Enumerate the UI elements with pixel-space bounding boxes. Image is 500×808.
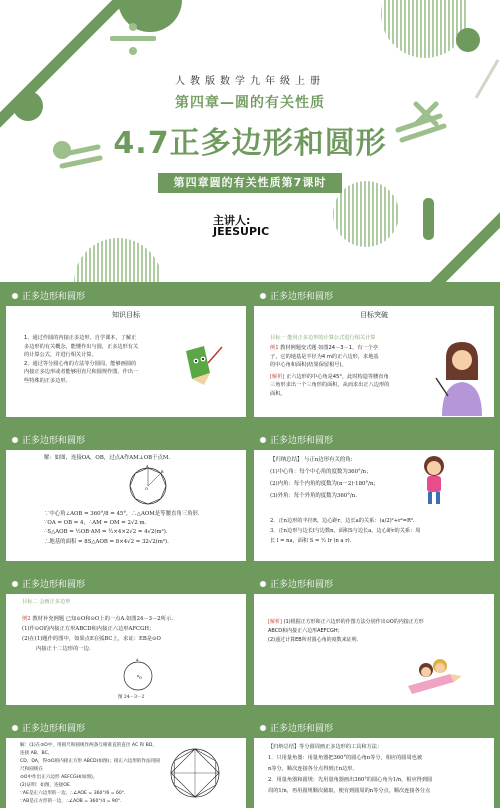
slide-method-summary[interactable]	[254, 718, 494, 808]
figure-caption: 图 24－3－2	[118, 695, 145, 700]
goal-line: 1、通过作圆的内接正多边形，自学课本，了解正	[24, 335, 137, 341]
striped-circle-top	[381, 0, 465, 60]
goal-line: 内接正多边形或者能够用直尺和圆规作图，作出一	[24, 369, 139, 376]
slide-header-title: 正多边形和圆形	[22, 580, 86, 590]
label-a: A	[146, 464, 149, 469]
label-b: B	[161, 470, 164, 474]
capsule-shape	[423, 198, 434, 240]
goal-line: 的计算公式，并进行相关计算。	[24, 352, 97, 359]
slide-solution-example[interactable]	[6, 430, 246, 565]
summary-title: 【归纳总结】 与正n边形有关的角:	[270, 457, 353, 463]
target-two: 目标二 会画正多边形	[22, 599, 71, 605]
summary-line: (2)内角：每个内角的度数为(n－2)·180°/n；	[270, 481, 379, 487]
target-one: 目标一 能用正多边形的计算公式进行相关计算	[270, 335, 376, 341]
method-line: n等分，顺次连接各分点得到正n边形。	[268, 766, 358, 772]
cover-title: 4.7正多边形和圆形	[113, 126, 387, 161]
summary-line: (1)中心角：每个中心角的度数为360°/n；	[270, 469, 372, 475]
slide-summary-angles[interactable]	[254, 430, 494, 565]
solution-line: ∵中心角∠AOB = 360°/8 = 45°，∴△AOM是等腰直角三角形.	[44, 511, 200, 517]
summary-title: 【归纳总结】等分圆周画正多边形的工具和方法：	[268, 744, 383, 750]
goal-line: 些特殊的正多边形。	[24, 377, 71, 384]
striped-circle-right	[333, 180, 397, 250]
proof-line: 解：(1)在⊙O中，用圆尺和圆规作两条互相垂直的直径 AC 和 BD，连接 AB、BC、	[20, 743, 157, 756]
solution-line: 解：如图，连接OA，OB，过点A作AM⊥OB于点M.	[44, 455, 171, 461]
slide-header-title: 正多边形和圆形	[270, 580, 334, 590]
example-tag: 例1	[270, 345, 279, 351]
proof-line: ∵AB是正方形的一边，∴∠AOB = 360°/4 = 90°.	[20, 799, 122, 804]
summary-line: 2．正n边形的半径R，边心距r，边长a的关系：(a/2)²+r²=R².	[270, 518, 415, 524]
analysis-line: 正六边形的中心角是45°，此时构造等腰直角	[286, 373, 389, 380]
slide-header	[254, 574, 494, 594]
pencil-mascot-icon	[176, 341, 226, 386]
slide-header	[6, 718, 246, 738]
slide-heading: 目标突破	[360, 311, 388, 319]
kids-on-pencil-icon	[404, 652, 464, 698]
example-line: (2)在(1)题作的图中，如果点E在弧BC上，求证：EB是⊙O	[22, 636, 161, 642]
slide-header-title: 正多边形和圆形	[22, 724, 86, 734]
child-illustration-icon	[416, 454, 452, 506]
example-line: 的中心角和面积(结果保留根号)。	[270, 362, 347, 369]
analysis-tag: [解析]	[270, 373, 285, 380]
slide-header	[6, 286, 246, 306]
slide-header-title: 正多边形和圆形	[270, 436, 334, 446]
slide-knowledge-goal[interactable]	[6, 286, 246, 421]
analysis-tag: [解析]	[268, 619, 282, 625]
example-tag: 例2	[22, 616, 31, 622]
hexagon-square-figure	[164, 742, 226, 804]
method-line: 周的1/n，再用圆规顺次截取，便有到圆周的n等分点，顺次连接各分点	[268, 788, 431, 794]
analysis-line: (1)根据正方形和正六边形的作图方法分别作出⊙O的内接正方形	[283, 619, 424, 625]
slide-header	[254, 718, 494, 738]
example-line: 教材补充例题 已知⊙O和⊙O上的一点A.如图24－3－2所示.	[32, 616, 173, 622]
cover-chapter: 第四章—圆的有关性质	[175, 95, 325, 111]
proof-line: ∵AE是正六边形的一边，∴∠AOE = 360°/6 = 60°.	[20, 791, 126, 796]
slide-draw-polygon[interactable]	[6, 574, 246, 709]
example-line: 教材例题变式题 如图24－3－1，有一个亭	[280, 345, 379, 351]
summary-line: 3．正n边形与边长l与边数n，面积S与边长a，边心距r的关系：周	[270, 528, 421, 534]
proof-line: CD、DA，得⊙O的内接正方形 ABCD(如图)；接正六边形的作法用圆尺和圆规在	[20, 759, 160, 772]
solution-line: ∴S△AOB = ½OB·AM = ½×4×2√2 = 4√2(m²).	[44, 529, 168, 536]
slide-header	[6, 574, 246, 594]
circle-figure	[118, 656, 158, 696]
goal-line: 2、通过等分圆心角的方法等分圆周，能够画圆的	[24, 360, 137, 367]
cover-grade: 人教版数学九年级上册	[175, 76, 325, 87]
slide-header-title: 正多边形和圆形	[270, 724, 334, 734]
solution-line: ∵OA = OB = 4，∴AM = OM = 2√2 m.	[44, 520, 147, 527]
slide-analysis[interactable]	[254, 574, 494, 709]
slide-heading: 知识目标	[112, 311, 140, 319]
slide-header-title: 正多边形和圆形	[22, 436, 86, 446]
analysis-line: (2)通过计算EB所对圆心角的度数来证明.	[268, 637, 359, 643]
speaker-label: 主讲人:	[213, 214, 251, 227]
example-line: 子，它的地基是半径为4 m的正六边形，求地基	[270, 353, 379, 360]
method-line: 2．用量角器和圆规：先用量角器画出360°的圆心角为1/n，相应得到圆	[268, 777, 433, 783]
label-o: O	[145, 487, 148, 491]
label-a: A	[136, 658, 139, 662]
analysis-line: ABCD和内接正六边形AEFCGH；	[268, 628, 343, 634]
label-o: O	[139, 676, 142, 680]
slide-proof[interactable]	[6, 718, 246, 808]
analysis-line: 三角形求出一个三角形的面积，从而求出正八边形的	[270, 382, 390, 389]
slide-header-title: 正多边形和圆形	[270, 292, 334, 302]
proof-line: ⊙O中作出正六边形 AEFCGH(如图)。	[20, 775, 98, 780]
analysis-line: 面积。	[270, 390, 286, 397]
slide-header	[254, 286, 494, 306]
cover-band: 第四章圆的有关性质第7课时	[158, 173, 342, 193]
proof-line: (2)证明：如图，连接OE.	[20, 783, 72, 788]
dot-shape	[456, 28, 480, 52]
octagon-circle-figure	[126, 464, 170, 508]
method-line: 1．只用量角器：用量角器把360°的圆心角n等分，相应的圆周也被	[268, 755, 423, 761]
cover-slide	[0, 0, 500, 282]
solution-line: ∴地基的面积 = 8S△AOB = 8×4√2 = 32√2(m²).	[44, 538, 169, 545]
speaker-name: JEESUPIC	[213, 225, 270, 238]
slide-header-title: 正多边形和圆形	[22, 292, 86, 302]
slide-header	[254, 430, 494, 450]
summary-line: (3)外角：每个外角的度数为360°/n.	[270, 493, 357, 499]
slide-target-breakthrough[interactable]	[254, 286, 494, 421]
summary-line: 长 l = na，面积 S = ½ lr (n a r).	[270, 538, 352, 544]
striped-circle-bottom	[74, 238, 158, 282]
example-line: 内接正十二边形的一边.	[36, 646, 91, 652]
example-line: (1)作⊙O的内接正方形ABCD和内接正六边形AFCGH；	[22, 626, 155, 632]
teacher-illustration-icon	[432, 338, 490, 418]
slide-header	[6, 430, 246, 450]
goal-line: 多边形的有关概念，能懂作出与圆，正多边形有关	[24, 343, 139, 350]
